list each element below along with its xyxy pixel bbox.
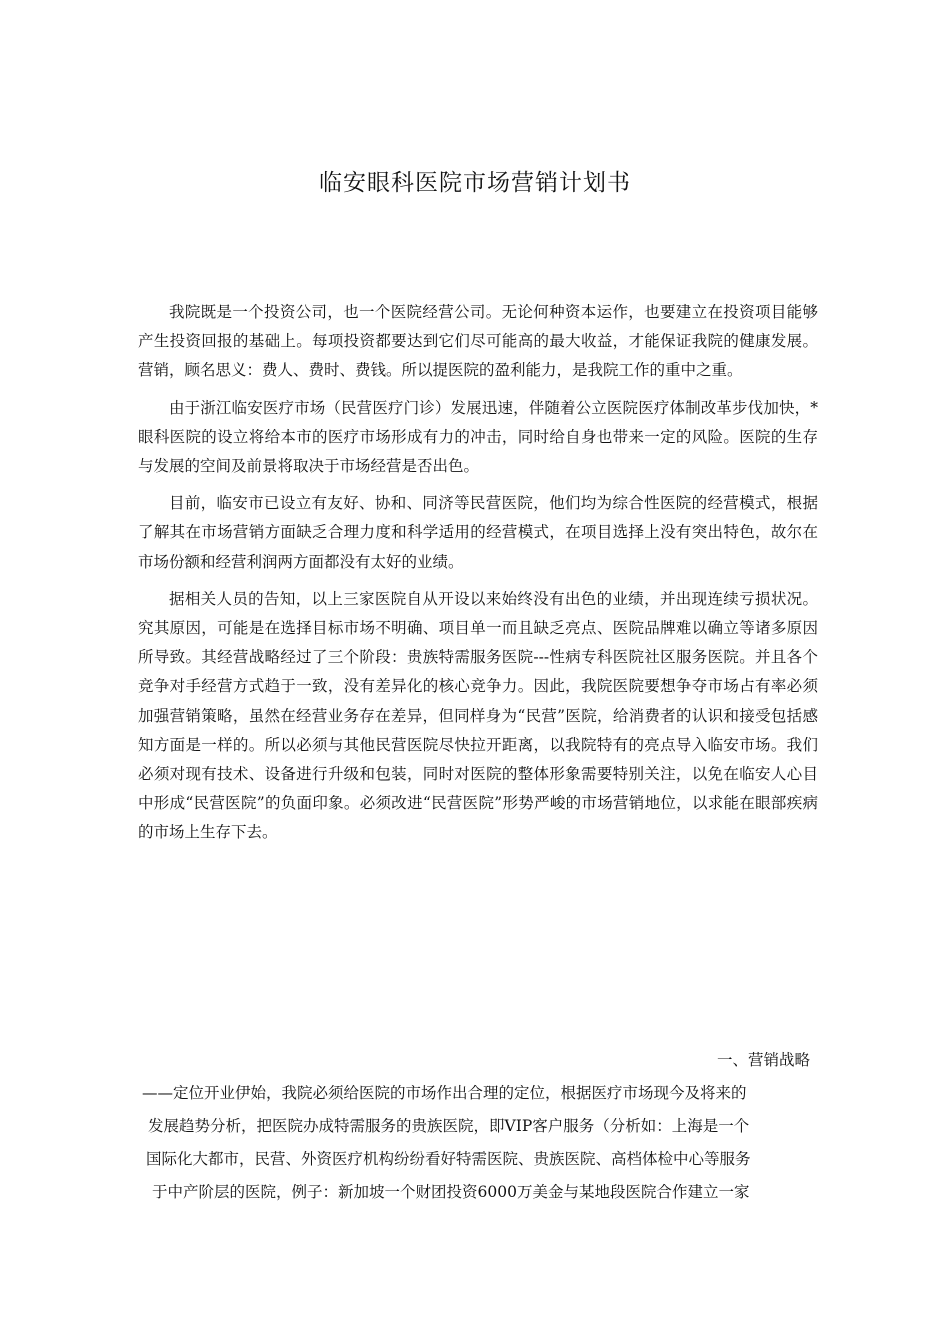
section-text <box>142 1080 818 1212</box>
text-line: 发展趋势分析，把医院办成特需服务的贵族医院，即VIP客户服务（分析如：上海是一个 <box>148 1117 750 1135</box>
paragraph: 我院既是一个投资公司，也一个医院经营公司。无论何种资本运作，也要建立在投资项目能够产生投资回报的基础上。每项投资都要达到它们尽可能高的最大收益，才能保证我院的健康发展。营销，顾名思义：费人、费时、费钱。所以提医院的盈利能力，是我院工作的重中之重。 <box>138 303 818 380</box>
document-title: 临安眼科医院市场营销计划书 <box>319 170 631 196</box>
text-line: 于中产阶层的医院，例子：新加坡一个财团投资6000万美金与某地段医院合作建立一家 <box>152 1183 750 1201</box>
text-line: ——定位开业伊始，我院必须给医院的市场作出合理的定位，根据医疗市场现今及将来的 <box>142 1084 747 1102</box>
document-body <box>138 298 818 856</box>
text-line: 国际化大都市，民营、外资医疗机构纷纷看好特需医院、贵族医院、高档体检中心等服务 <box>146 1150 751 1168</box>
paragraph: 目前，临安市已设立有友好、协和、同济等民营医院，他们均为综合性医院的经营模式，根据了解其在市场营销方面缺乏合理力度和科学适用的经营模式，在项目选择上没有突出特色，故尔在市场份额和经营利润两方面都没有太好的业绩。 <box>138 494 818 571</box>
paragraph: 由于浙江临安医疗市场（民营医疗门诊）发展迅速，伴随着公立医院医疗体制改革步伐加快，*眼科医院的设立将给本市的医疗市场形成有力的冲击，同时给自身也带来一定的风险。医院的生存与发展的空间及前景将取决于市场经营是否出色。 <box>138 398 818 476</box>
paragraph: 据相关人员的告知，以上三家医院自从开设以来始终没有出色的业绩，并出现连续亏损状况。究其原因，可能是在选择目标市场不明确、项目单一而且缺乏亮点、医院品牌难以确立等诸多原因所导致。其经营战略经过了三个阶段：贵族特需服务医院---性病专科医院社区服务医院。并且各个竞争对手经营方式趋于一致，没有差异化的核心竞争力。因此，我院医院要想争夺市场占有率必须加强营销策略，虽然在经营业务存在差异，但同样身为“民营”医院，给消费者的认识和接受包括感知方面是一样的。所以必须与其他民营医院尽快拉开距离，以我院特有的亮点导入临安市场。我们必须对现有技术、设备进行升级和包装，同时对医院的整体形象需要特别关注，以免在临安人心目中形成“民营医院”的负面印象。必须改进“民营医院”形势严峻的市场营销地位，以求能在眼部疾病的市场上生存下去。 <box>138 589 818 842</box>
section-heading: 一、营销战略 <box>716 1051 810 1069</box>
